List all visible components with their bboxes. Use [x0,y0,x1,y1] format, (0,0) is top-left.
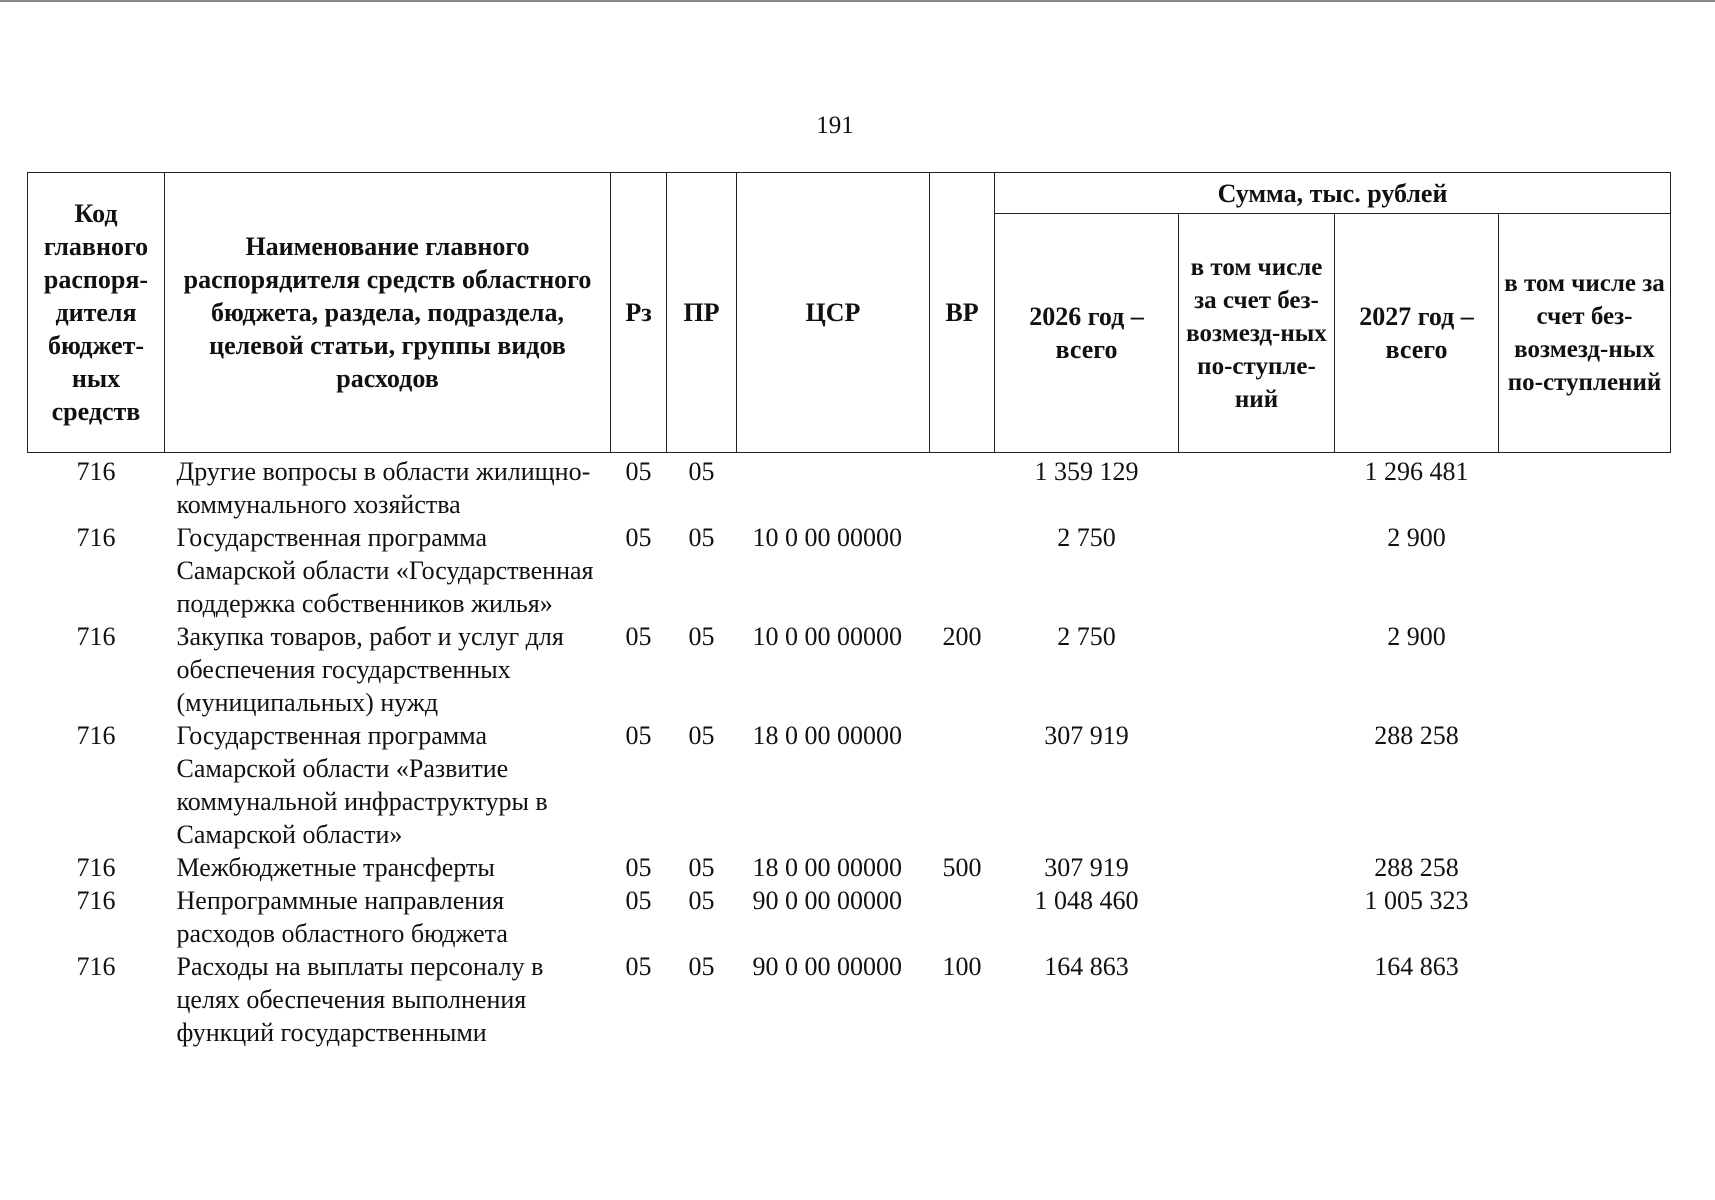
cell-2027-free [1499,453,1671,522]
cell-2026-free [1179,453,1335,522]
cell-2026-total: 1 359 129 [1034,457,1139,486]
cell-csr [737,453,930,522]
cell-vr: 200 [942,622,982,651]
table-row [28,884,1671,950]
cell-code: 716 [76,622,116,651]
cell-2026-free [1179,620,1335,719]
cell-rz: 05 [625,457,652,486]
cell-pr: 05 [688,853,715,882]
cell-csr: 10 0 00 00000 [752,622,902,651]
cell-code: 716 [76,853,116,882]
cell-2026-free [1179,884,1335,950]
cell-2027-total: 2 900 [1387,523,1446,552]
cell-name: Межбюджетные трансферты [176,853,495,882]
cell-2026-free [1179,851,1335,884]
header-code: Код главного распоря-дителя бюджет-ных средств [28,173,165,453]
cell-csr: 18 0 00 00000 [752,721,902,750]
top-edge-rule [0,0,1715,2]
cell-rz: 05 [625,622,652,651]
cell-pr: 05 [688,721,715,750]
header-2026-total: 2026 год – всего [995,214,1179,453]
cell-2027-total: 288 258 [1374,853,1459,882]
table-row [28,719,1671,851]
cell-vr [930,884,995,950]
cell-rz: 05 [625,853,652,882]
table-row [28,453,1671,522]
cell-2026-total: 307 919 [1044,721,1129,750]
cell-2026-free [1179,521,1335,620]
cell-2027-total: 2 900 [1387,622,1446,651]
cell-pr: 05 [688,622,715,651]
header-pr: ПР [667,173,737,453]
cell-2027-free [1499,521,1671,620]
cell-vr [930,521,995,620]
cell-pr: 05 [688,457,715,486]
table-row [28,851,1671,884]
cell-name: Непрограммные направления расходов областного бюджета [176,886,508,948]
table-body [28,453,1671,1050]
header-name: Наименование главного распорядителя средств областного бюджета, раздела, подраздела, целевой статьи, группы видов расходов [165,173,611,453]
cell-2027-free [1499,851,1671,884]
cell-pr: 05 [688,952,715,981]
cell-code: 716 [76,886,116,915]
cell-csr: 90 0 00 00000 [752,952,902,981]
cell-vr [930,719,995,851]
cell-2027-free [1499,620,1671,719]
cell-name: Государственная программа Самарской области «Государственная поддержка собственников жилья» [176,523,594,618]
header-2026-free: в том числе за счет без-возмезд-ных по-ступле-ний [1179,214,1335,453]
cell-2027-free [1499,884,1671,950]
cell-csr: 18 0 00 00000 [752,853,902,882]
cell-code: 716 [76,721,116,750]
cell-2026-total: 2 750 [1057,622,1116,651]
header-vr: ВР [930,173,995,453]
cell-rz: 05 [625,721,652,750]
cell-code: 716 [76,952,116,981]
header-rz: Рз [611,173,667,453]
cell-2026-free [1179,719,1335,851]
table-header [28,173,1671,453]
cell-code: 716 [76,523,116,552]
table-row [28,521,1671,620]
header-2027-free: в том числе за счет без-возмезд-ных по-ступлений [1499,214,1671,453]
cell-name: Другие вопросы в области жилищно-коммунального хозяйства [176,457,591,519]
cell-rz: 05 [625,886,652,915]
cell-2026-total: 307 919 [1044,853,1129,882]
cell-name: Закупка товаров, работ и услуг для обеспечения государственных (муниципальных) нужд [176,622,564,717]
cell-2027-total: 1 296 481 [1364,457,1469,486]
cell-2027-free [1499,950,1671,1049]
header-sum-group: Сумма, тыс. рублей [995,173,1671,214]
header-2027-total: 2027 год – всего [1335,214,1499,453]
cell-2027-total: 1 005 323 [1364,886,1469,915]
cell-pr: 05 [688,523,715,552]
cell-name: Расходы на выплаты персоналу в целях обеспечения выполнения функций государственными [176,952,544,1047]
cell-csr: 90 0 00 00000 [752,886,902,915]
header-csr: ЦСР [737,173,930,453]
cell-name: Государственная программа Самарской области «Развитие коммунальной инфраструктуры в Самарской области» [176,721,548,849]
cell-2026-free [1179,950,1335,1049]
table-row [28,950,1671,1049]
cell-vr [930,453,995,522]
cell-2027-free [1499,719,1671,851]
cell-csr: 10 0 00 00000 [752,523,902,552]
cell-vr: 100 [942,952,982,981]
budget-table [27,172,1671,1049]
cell-2026-total: 1 048 460 [1034,886,1139,915]
cell-rz: 05 [625,523,652,552]
cell-rz: 05 [625,952,652,981]
cell-2026-total: 164 863 [1044,952,1129,981]
cell-vr: 500 [942,853,982,882]
page-number: 191 [816,112,854,139]
table-row [28,620,1671,719]
cell-pr: 05 [688,886,715,915]
cell-2027-total: 164 863 [1374,952,1459,981]
cell-code: 716 [76,457,116,486]
cell-2027-total: 288 258 [1374,721,1459,750]
cell-2026-total: 2 750 [1057,523,1116,552]
